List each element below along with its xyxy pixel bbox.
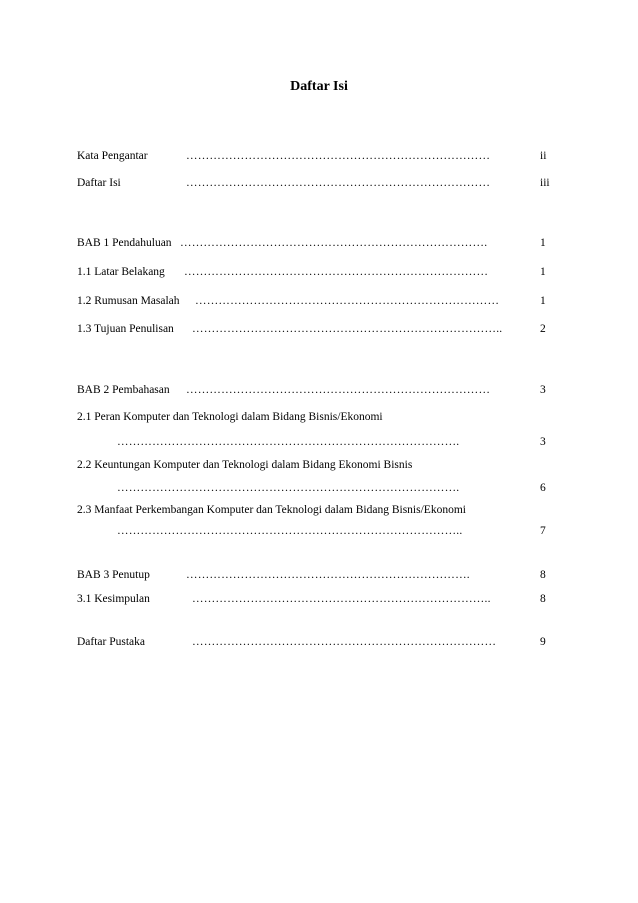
toc-entry-page: 3 <box>540 384 546 396</box>
toc-entry-leader: …………………………………………………………………….. <box>192 323 503 335</box>
toc-entry-label: 2.3 Manfaat Perkembangan Komputer dan Teknologi dalam Bidang Bisnis/Ekonomi <box>77 504 466 516</box>
toc-entry-label: BAB 2 Pembahasan <box>77 384 170 396</box>
toc-entry-label: Daftar Pustaka <box>77 636 146 648</box>
toc-entry-label: 1.1 Latar Belakang <box>77 266 165 278</box>
toc-entry-page: 9 <box>540 636 546 648</box>
toc-entry-page: 1 <box>540 295 546 307</box>
toc-entry-label: 2.2 Keuntungan Komputer dan Teknologi dalam Bidang Ekonomi Bisnis <box>77 459 413 471</box>
toc-entry-label: 1.2 Rumusan Masalah <box>77 295 180 307</box>
toc-entry-label: BAB 1 Pendahuluan <box>77 237 172 249</box>
toc-entry-leader: …………………………………………………………………… <box>186 150 491 162</box>
toc-entry-leader: …………………………………………………………………… <box>195 295 500 307</box>
toc-entry-leader: ………………………………………………………………….. <box>192 593 491 605</box>
toc-entry-page: 1 <box>540 266 546 278</box>
toc-entry-leader: …………………………………………………………………… <box>192 636 497 648</box>
toc-entry-label: 2.1 Peran Komputer dan Teknologi dalam Bidang Bisnis/Ekonomi <box>77 411 383 423</box>
toc-entry-leader: …………………………………………………………………… <box>186 177 491 189</box>
toc-entry-page: 8 <box>540 593 546 605</box>
toc-entry-leader: ……………………………………………………………………………. <box>117 482 460 494</box>
toc-entry-page: 7 <box>540 525 546 537</box>
toc-entry-page: 1 <box>540 237 546 249</box>
toc-entry-leader: ……………………………………………………………………………. <box>117 436 460 448</box>
toc-entry-label: Daftar Isi <box>77 177 121 189</box>
toc-entry-page: iii <box>540 177 550 189</box>
toc-entry-leader: ……………………………………………………………………. <box>180 237 488 249</box>
toc-entry-leader: …………………………………………………………………… <box>186 384 491 396</box>
toc-entry-label: 3.1 Kesimpulan <box>77 593 150 605</box>
toc-entry-leader: …………………………………………………………………… <box>184 266 489 278</box>
toc-entry-label: BAB 3 Penutup <box>77 569 150 581</box>
toc-entry-leader: ………………………………………………………………. <box>186 569 470 581</box>
toc-entry-label: 1.3 Tujuan Penulisan <box>77 323 174 335</box>
toc-entry-label: Kata Pengantar <box>77 150 148 162</box>
toc-entry-page: ii <box>540 150 547 162</box>
toc-entry-page: 3 <box>540 436 546 448</box>
toc-entry-page: 6 <box>540 482 546 494</box>
toc-entry-page: 2 <box>540 323 546 335</box>
page-title: Daftar Isi <box>290 79 348 94</box>
toc-entry-page: 8 <box>540 569 546 581</box>
toc-entry-leader: …………………………………………………………………………….. <box>117 525 463 537</box>
